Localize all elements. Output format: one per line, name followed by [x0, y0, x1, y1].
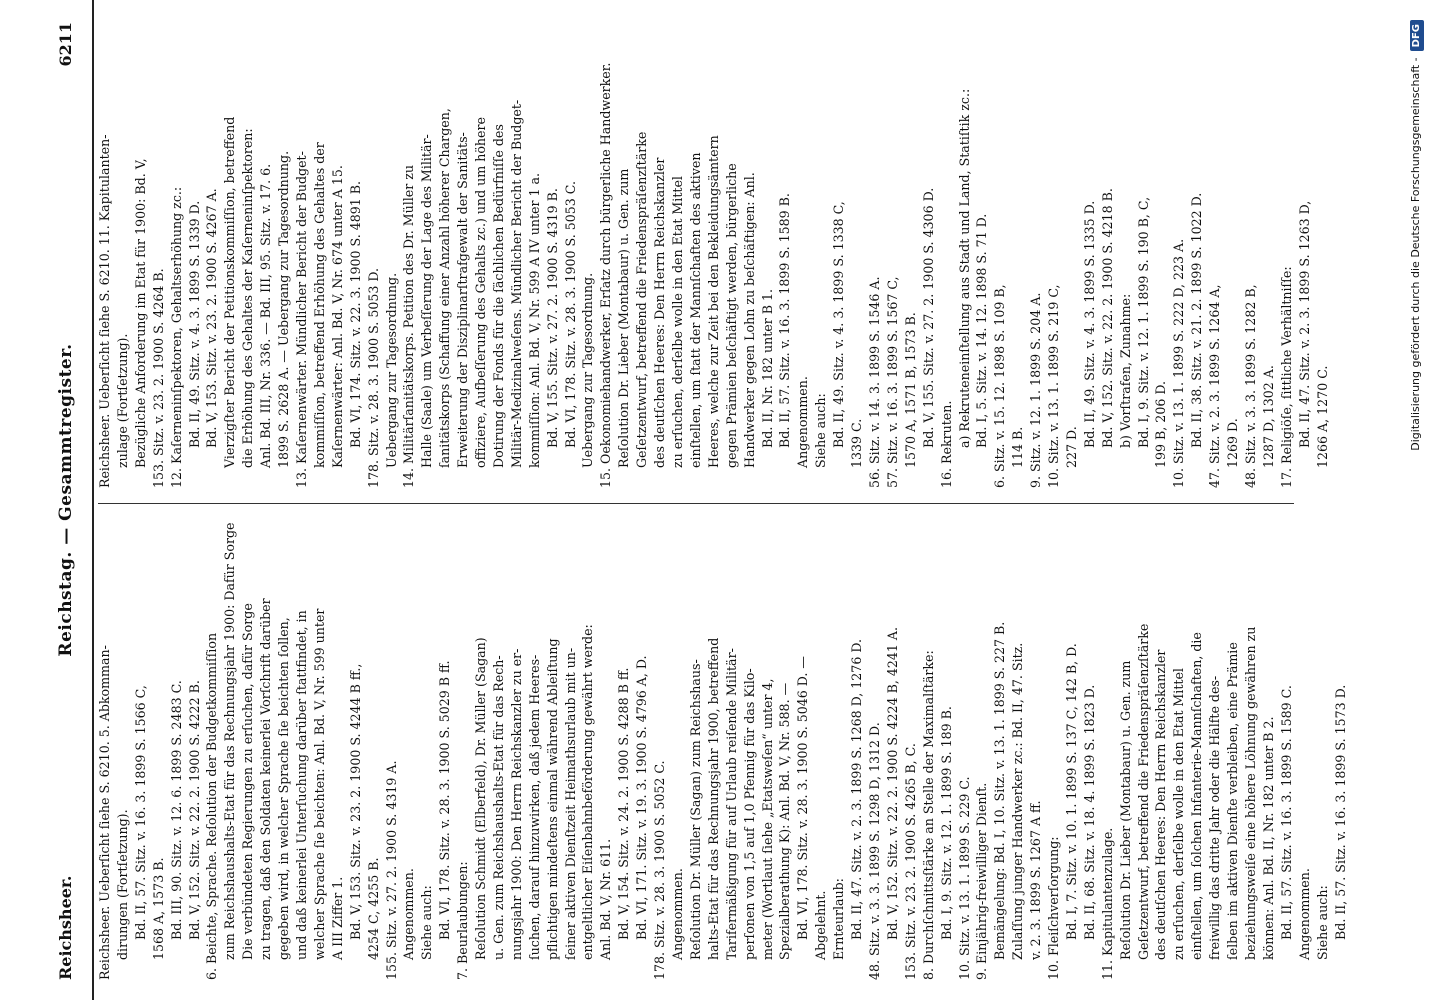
index-line: Reſolution Schmidt (Elberfeld), Dr. Müller (Sagan)	[473, 637, 489, 960]
index-line: 48. Sitz. v. 3. 3. 1899 S. 1298 D, 1312 D.	[866, 722, 882, 980]
index-line: perſonen von 1,5 auf 1,0 Pfennig für das Kilo-	[741, 668, 757, 960]
index-line: 6. Beichte, Sprache. Reſolution der Budgetkommiſſion	[204, 632, 220, 980]
index-line: freiwillig das dritte Jahr oder die Hälfte des-	[1207, 675, 1223, 960]
index-line: Bd. V, 153. Sitz. v. 23. 2. 1900 S. 4244 B ff.,	[347, 663, 363, 940]
index-line: Bd. I, 5. Sitz. v. 14. 12. 1898 S. 71 D.	[974, 213, 990, 448]
index-line: Spezialberathung K): Anl. Bd. V, Nr. 588. —	[777, 682, 793, 960]
header-center-title: Reichstag. — Gesammtregister.	[56, 343, 76, 657]
index-line: nungsjahr 1900: Den Herrn Reichskanzler zu er-	[508, 648, 524, 960]
index-line: zum Reichshaushalts-Etat für das Rechnungsjahr 1900: Dafür Sorge	[222, 522, 238, 960]
index-line: Bd. V, 154. Sitz. v. 24. 2. 1900 S. 4288 B ff.	[616, 667, 632, 940]
index-line: Siehe auch:	[419, 885, 435, 960]
index-line: des deutſchen Heeres: Den Herrn Reichskanzler	[1153, 649, 1169, 960]
index-line: des deutſchen Heeres: Den Herrn Reichskanzler	[652, 157, 668, 468]
index-line: Zulaſſung junger Handwerker zc.: Bd. II, 47. Sitz.	[1010, 642, 1026, 960]
index-line: 12. Kaſerneninſpektoren, Gehaltserhöhung zc.:	[168, 186, 184, 488]
index-line: können: Anl. Bd. II, Nr. 182 unter B 2.	[1260, 716, 1276, 960]
index-line: Bd. II, 38. Sitz. v. 21. 2. 1899 S. 1022 D.	[1189, 192, 1205, 448]
index-line: Bd. V, 152. Sitz. v. 22. 2. 1900 S. 4218 B.	[1099, 188, 1115, 448]
index-line: Bd. II, 57. Sitz. v. 16. 3. 1899 S. 1566 C,	[132, 685, 148, 940]
index-line: entgeltlicher Eiſenbahnbeförderung gewährt werde:	[580, 624, 596, 960]
index-line: die Erhöhung des Gehaltes der Kaſerneninſpektoren:	[240, 128, 256, 468]
index-line: 57. Sitz. v. 16. 3. 1899 S. 1567 C,	[884, 276, 900, 488]
index-line: Uebergang zur Tagesordnung.	[580, 272, 596, 468]
index-line: Siehe auch:	[1314, 885, 1330, 960]
index-line: 1269 D.	[1225, 418, 1241, 468]
index-line: 48. Sitz. v. 3. 3. 1899 S. 1282 B,	[1243, 284, 1258, 488]
index-line: ſeiner aktiven Dienſtzeit Heimathsurlaub mit un-	[562, 647, 578, 960]
index-line: offiziere, Aufbeſſerung des Gehalts zc.) und um höhere	[473, 117, 489, 468]
index-line: Bd. II, 49. Sitz. v. 4. 3. 1899 S. 1338 C,	[831, 201, 847, 448]
index-line: einſtellen, um ſolchen Infanterie-Mannſchaften, die	[1189, 632, 1205, 960]
index-line: 47. Sitz. v. 2. 3. 1899 S. 1264 A,	[1207, 284, 1223, 488]
index-line: Reſolution Dr. Lieber (Montabaur) u. Gen. zum	[616, 168, 632, 468]
index-line: 1568 A, 1573 B.	[150, 857, 166, 960]
index-line: 227 D.	[1063, 426, 1079, 468]
index-line: Bd. V, 155. Sitz. v. 27. 2. 1900 S. 4306 D.	[920, 187, 936, 448]
index-line: Bd. VI, 178. Sitz. v. 28. 3. 1900 S. 5046 D. —	[795, 655, 811, 940]
index-line: zu tragen, daß den Soldaten keinerlei Vorſchrift darüber	[258, 598, 274, 960]
index-line: zu erſuchen, derſelbe wolle in den Etat Mittel	[670, 176, 685, 468]
column-divider	[98, 503, 1294, 504]
index-line: ſanitätskorps (Schaffung einer Anzahl höherer Chargen,	[437, 108, 453, 468]
index-line: 10. Sitz. v. 13. 1. 1899 S. 219 C,	[1046, 284, 1062, 488]
digitization-credit	[1404, 20, 1428, 980]
index-line: Bd. VI, 178. Sitz. v. 28. 3. 1900 S. 5053 C.	[562, 181, 578, 448]
index-line: A III Ziffer 1.	[329, 876, 345, 960]
index-line: Bd. III, 90. Sitz. v. 12. 6. 1899 S. 2483 C.	[168, 680, 184, 940]
index-line: kommiſſion, betreffend Erhöhung des Gehaltes der	[311, 142, 327, 468]
index-line: beziehungsweiſe eine höhere Löhnung gewähren zu	[1243, 626, 1258, 960]
index-line: Bd. VI, 174. Sitz. v. 22. 3. 1900 S. 4891 B.	[347, 180, 363, 448]
index-line: pflichtigen mindeſtens einmal während Ableiſtung	[544, 638, 560, 960]
index-line: Ernteurlaub:	[831, 878, 847, 960]
index-line: zu erſuchen, derſelbe wolle in den Etat Mittel	[1171, 668, 1187, 960]
index-line: dirungen (Fortſetzung).	[114, 809, 130, 960]
index-line: Militär-Medizinalweſens. Mündlicher Bericht der Budget-	[508, 99, 524, 468]
index-line: Erweiterung der Disziplinarſtrafgewalt der Sanitäts-	[455, 132, 471, 468]
index-line: 15. Oekonomiehandwerker, Erſatz durch bürgerliche Handwerker.	[598, 62, 614, 488]
index-line: welcher Sprache ſie beichten: Anl. Bd. V, Nr. 599 unter	[311, 608, 327, 960]
index-line: halts-Etat für das Rechnungsjahr 1900, betreffend	[705, 637, 721, 960]
index-line: Bd. I, 7. Sitz. v. 10. 1. 1899 S. 137 C, 142 B, D.	[1063, 643, 1079, 940]
index-line: meter (Wortlaut ſiehe „Etatsweſen“ unter 4,	[759, 678, 775, 960]
index-line: 1266 A, 1270 C.	[1314, 365, 1330, 468]
index-line: Handwerker gegen Lohn zu beſchäftigen: Anl.	[741, 172, 757, 468]
index-line: 199 B, 206 D.	[1153, 381, 1169, 468]
index-line: 155. Sitz. v. 27. 2. 1900 S. 4319 A.	[383, 760, 399, 980]
index-line: 8. Durchſchnittsſtärke an Stelle der Maximalſtärke:	[920, 650, 936, 980]
index-line: Bd. I, 9. Sitz. v. 12. 1. 1899 S. 190 B, C,	[1135, 196, 1151, 448]
index-line: Reichsheer. Ueberſicht ſiehe S. 6210. 11. Kapitulanten-	[97, 134, 112, 488]
dfg-logo: DFG	[1410, 20, 1424, 51]
index-line: und daß keinerlei Unterſuchung darüber ſtattfindet, in	[293, 610, 309, 960]
index-line: gegeben wird, in welcher Sprache ſie beichten ſollen,	[276, 617, 292, 960]
index-line: 7. Beurlaubungen:	[455, 861, 471, 980]
index-line: kommiſſion: Anl. Bd. V, Nr. 599 A IV unter 1 a.	[526, 172, 542, 468]
side-credit	[1402, 20, 1430, 980]
index-line: Bd. V, 152. Sitz. v. 22. 2. 1900 S. 4222 B.	[186, 680, 202, 940]
index-line: Bd. II, 47. Sitz. v. 2. 3. 1899 S. 1263 D,	[1296, 200, 1312, 448]
credit-text: Digitalisierung gefördert durch die Deutsche Forschungsgemeinschaft -	[1409, 57, 1422, 451]
index-line: 56. Sitz. v. 14. 3. 1899 S. 1546 A.	[866, 276, 882, 488]
index-line: Bd. II, 57. Sitz. v. 16. 3. 1899 S. 1589 B.	[777, 193, 793, 448]
index-line: Angenommen.	[401, 868, 417, 960]
index-line: 9. Einjährig-freiwilliger Dienſt.	[974, 782, 990, 980]
index-line: 17. Religiöſe, ſittliche Verhältniſſe:	[1278, 266, 1294, 488]
index-line: Bd. V, 152. Sitz. v. 22. 2. 1900 S. 4224 B, 4241 A.	[884, 626, 900, 940]
index-line: Angenommen.	[1296, 868, 1312, 960]
index-line: 10. Fleiſchverſorgung:	[1046, 836, 1062, 980]
index-line: Bd. I, 9. Sitz. v. 12. 1. 1899 S. 189 B.	[938, 706, 954, 940]
index-line: Bd. V, 153. Sitz. v. 23. 2. 1900 S. 4267 A.	[204, 188, 220, 448]
index-line: 6. Sitz. v. 15. 12. 1898 S. 109 B,	[992, 284, 1008, 488]
index-line: Bemängelung: Bd. I, 10. Sitz. v. 13. 1. 1899 S. 227 B.	[992, 621, 1008, 960]
index-line: Angenommen.	[670, 868, 685, 960]
index-line: Bd. II, 49. Sitz. v. 4. 3. 1899 S. 1335 D.	[1081, 200, 1097, 448]
index-line: gegen Prämien beſchäftigt werden, bürgerliche	[723, 163, 739, 468]
index-line: Bd. VI, 178. Sitz. v. 28. 3. 1900 S. 5029 B ff.	[437, 660, 453, 940]
index-line: Bd. II, Nr. 182 unter B 1.	[759, 288, 775, 448]
index-line: Tarifermäßigung für auf Urlaub reiſende Militär-	[723, 648, 739, 960]
index-line: ſuchen, darauf hinzuwirken, daß jedem Heeres-	[526, 654, 542, 960]
index-line: Bd. VI, 171. Sitz. v. 19. 3. 1900 S. 4796 A, D.	[634, 655, 650, 940]
index-line: Dotirung der Fonds für die ſächlichen Bedürfniſſe des	[490, 124, 506, 468]
index-line: Abgelehnt.	[813, 890, 829, 960]
index-line: Anl. Bd. V, Nr. 611.	[598, 838, 614, 960]
index-line: 10. Sitz. v. 13. 1. 1899 S. 229 C.	[956, 776, 972, 980]
index-line: 1339 C.	[849, 418, 865, 468]
index-line: Geſetzentwurf, betreffend die Friedenspräſenzſtärke	[634, 131, 650, 468]
index-line: v. 2. 3. 1899 S. 1267 A ff.	[1028, 800, 1044, 960]
index-line: 153. Sitz. v. 23. 2. 1900 S. 4265 B, C.	[902, 743, 918, 980]
index-line: Vierzigſter Bericht der Petitionskommiſſion, betreffend	[222, 116, 238, 468]
index-line: zulage (Fortſetzung).	[114, 333, 130, 468]
index-line: 153. Sitz. v. 23. 2. 1900 S. 4264 B.	[150, 268, 166, 488]
index-line: 14. Militärſanitätskorps. Petition des Dr. Müller zu	[401, 164, 417, 488]
index-line: Bezügliche Anforderung im Etat für 1900: Bd. V,	[132, 158, 148, 468]
index-line: 1287 D, 1302 A.	[1260, 365, 1276, 468]
index-line: Kaſernenwärter: Anl. Bd. V, Nr. 674 unter A 15.	[329, 165, 345, 468]
index-line: 4254 C, 4255 B.	[365, 857, 381, 960]
index-line: 178. Sitz. v. 28. 3. 1900 S. 5052 C.	[652, 760, 668, 980]
index-line: Bd. II, 49. Sitz. v. 4. 3. 1899 S. 1339 D.	[186, 200, 202, 448]
index-line: 11. Kapitulantenzulage.	[1099, 827, 1115, 980]
index-line: Halle (Saale) um Verbeſſerung der Lage des Militär-	[419, 134, 435, 468]
index-line: Anl. Bd. III, Nr. 336. — Bd. III, 95. Sitz. v. 17. 6.	[258, 163, 274, 468]
index-line: Reſolution Dr. Müller (Sagan) zum Reichshaus-	[687, 659, 703, 960]
index-line: Bd. II, 57. Sitz. v. 16. 3. 1899 S. 1589 C.	[1278, 685, 1294, 940]
index-line: 1570 A, 1571 B, 1573 B.	[902, 312, 918, 468]
index-line: 1899 S. 2628 A. — Uebergang zur Tagesordnung.	[276, 150, 292, 468]
index-line: b) Vorſtrafen, Zunahme:	[1117, 293, 1133, 448]
index-line: Angenommen.	[795, 376, 811, 468]
index-line: Siehe auch:	[813, 393, 829, 468]
header-left-title: Reichsheer.	[56, 875, 75, 980]
index-line: Reichsheer. Ueberſicht ſiehe S. 6210. 5. Abkomman-	[97, 645, 112, 980]
index-line: 114 B.	[1010, 426, 1026, 468]
index-line: 10. Sitz. v. 13. 1. 1899 S. 222 D, 223 A.	[1171, 238, 1187, 488]
page-number: 6211	[56, 22, 75, 67]
page-header	[48, 0, 94, 1000]
index-line: a) Rekruteneinſtellung aus Stadt und Land, Statiſtik zc.:	[956, 88, 972, 448]
index-line: 16. Rekruten.	[938, 400, 954, 488]
index-line: Heeres, welche zur Zeit bei den Bekleidungsämtern	[705, 135, 721, 468]
index-line: Bd. V, 155. Sitz. v. 27. 2. 1900 S. 4319 B.	[544, 188, 560, 448]
index-line: Die verbündeten Regierungen zu erſuchen, dafür Sorge	[240, 603, 256, 960]
index-line: Uebergang zur Tagesordnung.	[383, 272, 399, 468]
index-line: Bd. II, 68. Sitz. v. 18. 4. 1899 S. 1823 D.	[1081, 684, 1097, 940]
index-line: Geſetzentwurf, betreffend die Friedenspräſenzſtärke	[1135, 623, 1151, 960]
right-column	[96, 20, 1330, 488]
index-line: 9. Sitz. v. 12. 1. 1899 S. 204 A.	[1028, 292, 1044, 488]
index-line: 178. Sitz. v. 28. 3. 1900 S. 5053 D.	[365, 267, 381, 488]
index-line: Bd. II, 47. Sitz. v. 2. 3. 1899 S. 1268 D, 1276 D.	[849, 639, 865, 940]
index-line: u. Gen. zum Reichshaushalts-Etat für das Rech-	[490, 655, 506, 960]
index-line: ſelben im aktiven Dienſte verbleiben, eine Prämie	[1225, 642, 1241, 960]
index-line: Reſolution Dr. Lieber (Montabaur) u. Gen. zum	[1117, 660, 1133, 960]
index-line: 13. Kaſernenwärter. Mündlicher Bericht der Budget-	[293, 151, 309, 488]
index-line: einſtellen, um ſtatt der Mannſchaften des aktiven	[687, 152, 703, 468]
index-line: Bd. II, 57. Sitz. v. 16. 3. 1899 S. 1573 D.	[1332, 684, 1348, 940]
left-column	[96, 520, 1348, 980]
